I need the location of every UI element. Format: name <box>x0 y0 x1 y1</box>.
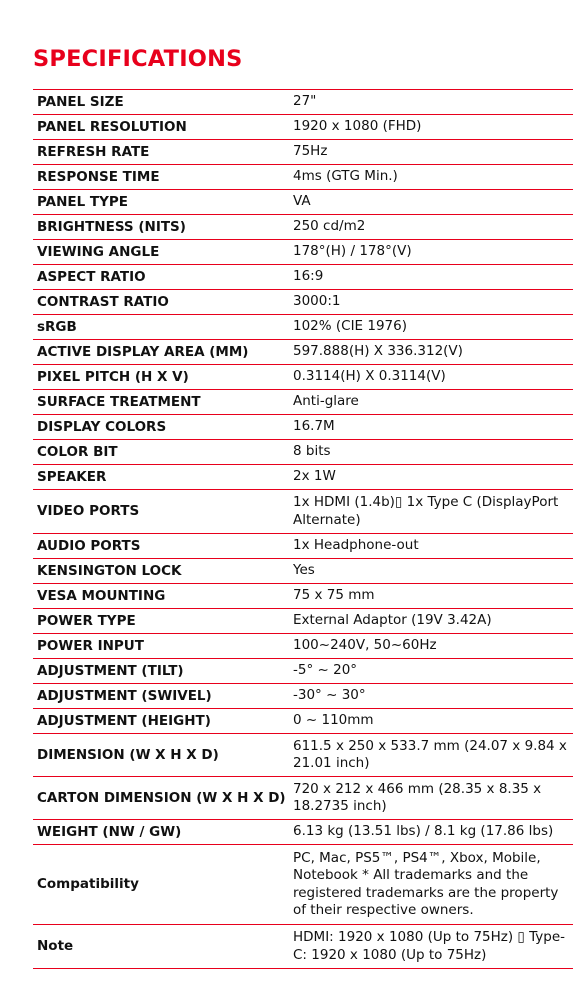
spec-label: ADJUSTMENT (HEIGHT) <box>37 712 211 729</box>
spec-label: PANEL SIZE <box>37 93 124 110</box>
spec-row <box>33 534 573 559</box>
spec-label: SPEAKER <box>37 468 107 485</box>
spec-label: PANEL RESOLUTION <box>37 118 187 135</box>
spec-row <box>33 315 573 340</box>
spec-table <box>33 89 573 969</box>
spec-row <box>33 609 573 634</box>
spec-label: Note <box>37 938 74 954</box>
spec-value: 27" <box>293 93 317 110</box>
spec-row <box>33 265 573 290</box>
spec-value: 16:9 <box>293 268 324 285</box>
spec-value: 102% (CIE 1976) <box>293 318 408 335</box>
spec-value: 3000:1 <box>293 293 341 310</box>
spec-value: PC, Mac, PS5™, PS4™, Xbox, Mobile, Notebook * All trademarks and the registered trademarks are the property of their respective owners. <box>293 849 559 918</box>
spec-row <box>33 777 573 820</box>
spec-row <box>33 659 573 684</box>
spec-row <box>33 709 573 734</box>
spec-row <box>33 340 573 365</box>
spec-label: SURFACE TREATMENT <box>37 393 201 410</box>
spec-label: CONTRAST RATIO <box>37 293 169 310</box>
spec-row <box>33 365 573 390</box>
spec-value: VA <box>293 193 311 210</box>
spec-row <box>33 925 573 969</box>
spec-value: 1x Headphone-out <box>293 537 419 554</box>
spec-row <box>33 140 573 165</box>
spec-row <box>33 290 573 315</box>
spec-label: BRIGHTNESS (NITS) <box>37 218 186 235</box>
spec-value: 8 bits <box>293 443 331 460</box>
spec-value: -30° ~ 30° <box>293 687 366 704</box>
spec-label: KENSINGTON LOCK <box>37 562 182 579</box>
spec-value: 16.7M <box>293 418 335 435</box>
spec-value: 250 cd/m2 <box>293 218 366 235</box>
spec-label: ADJUSTMENT (TILT) <box>37 662 184 679</box>
spec-row <box>33 165 573 190</box>
spec-value: Yes <box>293 562 315 579</box>
spec-row <box>33 215 573 240</box>
spec-row <box>33 634 573 659</box>
spec-label: sRGB <box>37 318 77 335</box>
spec-row <box>33 820 573 845</box>
spec-row <box>33 115 573 140</box>
spec-value: 100~240V, 50~60Hz <box>293 637 437 654</box>
page-title: SPECIFICATIONS <box>33 46 243 72</box>
spec-row <box>33 845 573 925</box>
spec-label: VIEWING ANGLE <box>37 243 160 260</box>
spec-value: Anti-glare <box>293 393 359 410</box>
spec-row <box>33 390 573 415</box>
spec-row <box>33 584 573 609</box>
spec-row <box>33 465 573 490</box>
spec-row <box>33 440 573 465</box>
spec-value: External Adaptor (19V 3.42A) <box>293 612 492 629</box>
spec-value: 178°(H) / 178°(V) <box>293 243 412 260</box>
spec-label: RESPONSE TIME <box>37 168 160 185</box>
spec-value: 720 x 212 x 466 mm (28.35 x 8.35 x 18.2735 inch) <box>293 780 542 814</box>
spec-label: PIXEL PITCH (H X V) <box>37 368 189 385</box>
spec-label: PANEL TYPE <box>37 193 129 210</box>
spec-value: 1920 x 1080 (FHD) <box>293 118 422 135</box>
spec-label: ASPECT RATIO <box>37 268 146 285</box>
spec-value: 75 x 75 mm <box>293 587 375 604</box>
spec-value: 6.13 kg (13.51 lbs) / 8.1 kg (17.86 lbs) <box>293 823 554 840</box>
spec-value: -5° ~ 20° <box>293 662 358 679</box>
spec-value: 75Hz <box>293 143 328 160</box>
spec-label: VESA MOUNTING <box>37 587 166 604</box>
spec-label: ACTIVE DISPLAY AREA (MM) <box>37 343 249 360</box>
spec-value: 597.888(H) X 336.312(V) <box>293 343 463 360</box>
spec-value: 1x HDMI (1.4b)▯ 1x Type C (DisplayPort Alternate) <box>293 494 559 528</box>
spec-row <box>33 240 573 265</box>
spec-label: WEIGHT (NW / GW) <box>37 823 182 840</box>
spec-value: 611.5 x 250 x 533.7 mm (24.07 x 9.84 x 21.01 inch) <box>293 737 567 771</box>
spec-row <box>33 734 573 777</box>
spec-label: VIDEO PORTS <box>37 503 140 519</box>
spec-label: DIMENSION (W X H X D) <box>37 746 219 763</box>
spec-row <box>33 684 573 709</box>
spec-label: AUDIO PORTS <box>37 537 141 554</box>
spec-label: COLOR BIT <box>37 443 118 460</box>
spec-label: REFRESH RATE <box>37 143 150 160</box>
spec-row <box>33 490 573 534</box>
spec-value: HDMI: 1920 x 1080 (Up to 75Hz) ▯ Type-C: 1920 x 1080 (Up to 75Hz) <box>293 929 566 963</box>
spec-value: 0 ~ 110mm <box>293 712 374 729</box>
spec-label: Compatibility <box>37 876 139 892</box>
spec-row <box>33 190 573 215</box>
spec-row <box>33 90 573 115</box>
spec-row <box>33 559 573 584</box>
spec-label: CARTON DIMENSION (W X H X D) <box>37 789 286 806</box>
spec-label: DISPLAY COLORS <box>37 418 167 435</box>
spec-row <box>33 415 573 440</box>
spec-value: 2x 1W <box>293 468 336 485</box>
spec-label: POWER TYPE <box>37 612 136 629</box>
spec-value: 0.3114(H) X 0.3114(V) <box>293 368 446 385</box>
spec-label: POWER INPUT <box>37 637 144 654</box>
spec-label: ADJUSTMENT (SWIVEL) <box>37 687 212 704</box>
spec-value: 4ms (GTG Min.) <box>293 168 398 185</box>
